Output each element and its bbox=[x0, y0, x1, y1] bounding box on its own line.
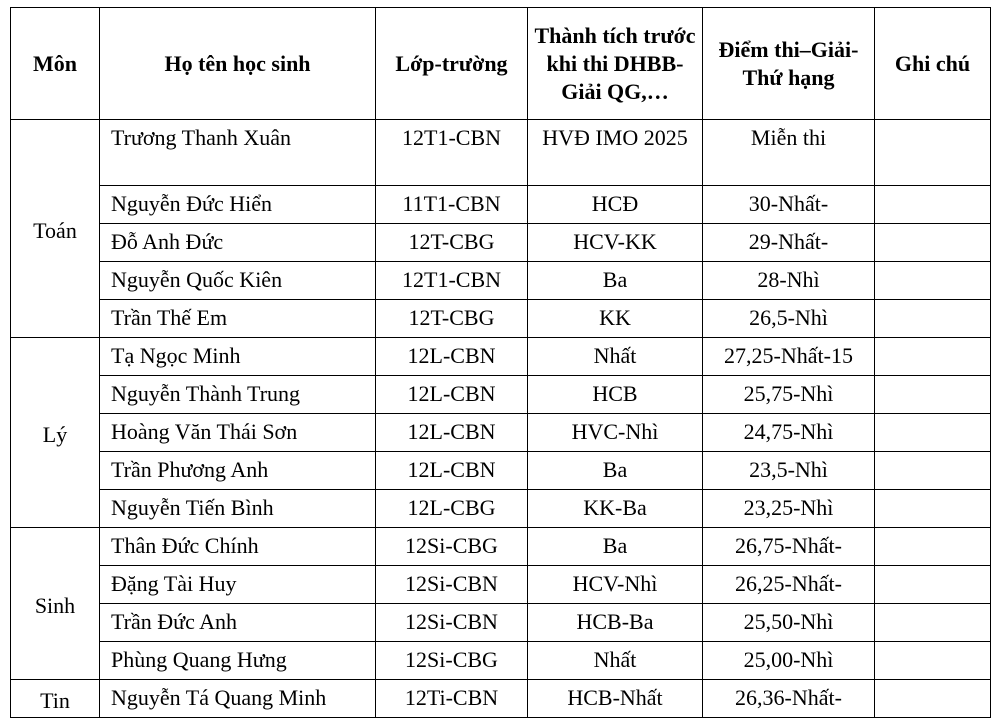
note-cell bbox=[875, 642, 991, 680]
score-rank-cell: 24,75-Nhì bbox=[703, 414, 875, 452]
prior-achievement-cell: HCB bbox=[528, 376, 703, 414]
score-rank-cell: 26,5-Nhì bbox=[703, 300, 875, 338]
class-school-cell: 12L-CBN bbox=[376, 414, 528, 452]
class-school-cell: 12T1-CBN bbox=[376, 262, 528, 300]
table-row bbox=[11, 224, 991, 262]
class-school-cell: 12Si-CBG bbox=[376, 642, 528, 680]
score-rank-cell: 23,5-Nhì bbox=[703, 452, 875, 490]
student-name-cell: Thân Đức Chính bbox=[100, 528, 376, 566]
table-row bbox=[11, 642, 991, 680]
score-rank-cell: 28-Nhì bbox=[703, 262, 875, 300]
student-name-cell: Phùng Quang Hưng bbox=[100, 642, 376, 680]
note-cell bbox=[875, 452, 991, 490]
subject-cell: Tin bbox=[11, 680, 100, 718]
class-school-cell: 12Si-CBN bbox=[376, 566, 528, 604]
header-score-rank: Điểm thi–Giải-Thứ hạng bbox=[703, 8, 875, 120]
prior-achievement-cell: Ba bbox=[528, 262, 703, 300]
prior-achievement-cell: KK bbox=[528, 300, 703, 338]
score-rank-cell: 29-Nhất- bbox=[703, 224, 875, 262]
student-name-cell: Tạ Ngọc Minh bbox=[100, 338, 376, 376]
score-rank-cell: 23,25-Nhì bbox=[703, 490, 875, 528]
note-cell bbox=[875, 120, 991, 186]
subject-cell: Toán bbox=[11, 120, 100, 338]
prior-achievement-cell: Ba bbox=[528, 452, 703, 490]
subject-cell: Sinh bbox=[11, 528, 100, 680]
table-row bbox=[11, 490, 991, 528]
table-row bbox=[11, 528, 991, 566]
note-cell bbox=[875, 680, 991, 718]
table-row bbox=[11, 414, 991, 452]
header-prior-achievement: Thành tích trước khi thi DHBB-Giải QG,… bbox=[528, 8, 703, 120]
table-body bbox=[11, 120, 991, 718]
score-rank-cell: 26,75-Nhất- bbox=[703, 528, 875, 566]
note-cell bbox=[875, 528, 991, 566]
student-name-cell: Hoàng Văn Thái Sơn bbox=[100, 414, 376, 452]
table-row bbox=[11, 376, 991, 414]
prior-achievement-cell: Nhất bbox=[528, 642, 703, 680]
table-row bbox=[11, 452, 991, 490]
note-cell bbox=[875, 186, 991, 224]
table-row bbox=[11, 120, 991, 186]
score-rank-cell: 30-Nhất- bbox=[703, 186, 875, 224]
note-cell bbox=[875, 566, 991, 604]
score-rank-cell: 26,36-Nhất- bbox=[703, 680, 875, 718]
header-note: Ghi chú bbox=[875, 8, 991, 120]
header-row bbox=[11, 8, 991, 120]
class-school-cell: 12T-CBG bbox=[376, 224, 528, 262]
prior-achievement-cell: KK-Ba bbox=[528, 490, 703, 528]
student-name-cell: Đỗ Anh Đức bbox=[100, 224, 376, 262]
prior-achievement-cell: HVĐ IMO 2025 bbox=[528, 120, 703, 186]
student-name-cell: Nguyễn Tá Quang Minh bbox=[100, 680, 376, 718]
header-subject: Môn bbox=[11, 8, 100, 120]
table-row bbox=[11, 680, 991, 718]
note-cell bbox=[875, 224, 991, 262]
score-rank-cell: 27,25-Nhất-15 bbox=[703, 338, 875, 376]
class-school-cell: 12T-CBG bbox=[376, 300, 528, 338]
header-student-name: Họ tên học sinh bbox=[100, 8, 376, 120]
prior-achievement-cell: HCB-Nhất bbox=[528, 680, 703, 718]
class-school-cell: 12T1-CBN bbox=[376, 120, 528, 186]
class-school-cell: 12Si-CBN bbox=[376, 604, 528, 642]
table-row bbox=[11, 566, 991, 604]
table-row bbox=[11, 186, 991, 224]
class-school-cell: 12L-CBN bbox=[376, 452, 528, 490]
table-row bbox=[11, 262, 991, 300]
score-rank-cell: 25,50-Nhì bbox=[703, 604, 875, 642]
prior-achievement-cell: Nhất bbox=[528, 338, 703, 376]
student-name-cell: Nguyễn Đức Hiển bbox=[100, 186, 376, 224]
prior-achievement-cell: HCĐ bbox=[528, 186, 703, 224]
score-rank-cell: Miễn thi bbox=[703, 120, 875, 186]
note-cell bbox=[875, 414, 991, 452]
note-cell bbox=[875, 300, 991, 338]
class-school-cell: 12Ti-CBN bbox=[376, 680, 528, 718]
student-name-cell: Trần Thế Em bbox=[100, 300, 376, 338]
note-cell bbox=[875, 262, 991, 300]
class-school-cell: 12Si-CBG bbox=[376, 528, 528, 566]
prior-achievement-cell: HVC-Nhì bbox=[528, 414, 703, 452]
subject-cell: Lý bbox=[11, 338, 100, 528]
prior-achievement-cell: HCB-Ba bbox=[528, 604, 703, 642]
header-class-school: Lớp-trường bbox=[376, 8, 528, 120]
student-name-cell: Nguyễn Tiến Bình bbox=[100, 490, 376, 528]
score-rank-cell: 25,00-Nhì bbox=[703, 642, 875, 680]
results-table bbox=[10, 7, 991, 718]
note-cell bbox=[875, 338, 991, 376]
prior-achievement-cell: HCV-Nhì bbox=[528, 566, 703, 604]
score-rank-cell: 26,25-Nhất- bbox=[703, 566, 875, 604]
prior-achievement-cell: HCV-KK bbox=[528, 224, 703, 262]
student-name-cell: Trần Phương Anh bbox=[100, 452, 376, 490]
student-name-cell: Nguyễn Quốc Kiên bbox=[100, 262, 376, 300]
student-name-cell: Trương Thanh Xuân bbox=[100, 120, 376, 186]
note-cell bbox=[875, 376, 991, 414]
table-row bbox=[11, 338, 991, 376]
class-school-cell: 11T1-CBN bbox=[376, 186, 528, 224]
class-school-cell: 12L-CBN bbox=[376, 338, 528, 376]
note-cell bbox=[875, 490, 991, 528]
class-school-cell: 12L-CBG bbox=[376, 490, 528, 528]
table-row bbox=[11, 604, 991, 642]
note-cell bbox=[875, 604, 991, 642]
score-rank-cell: 25,75-Nhì bbox=[703, 376, 875, 414]
prior-achievement-cell: Ba bbox=[528, 528, 703, 566]
student-name-cell: Nguyễn Thành Trung bbox=[100, 376, 376, 414]
student-name-cell: Đặng Tài Huy bbox=[100, 566, 376, 604]
class-school-cell: 12L-CBN bbox=[376, 376, 528, 414]
table-row bbox=[11, 300, 991, 338]
student-name-cell: Trần Đức Anh bbox=[100, 604, 376, 642]
